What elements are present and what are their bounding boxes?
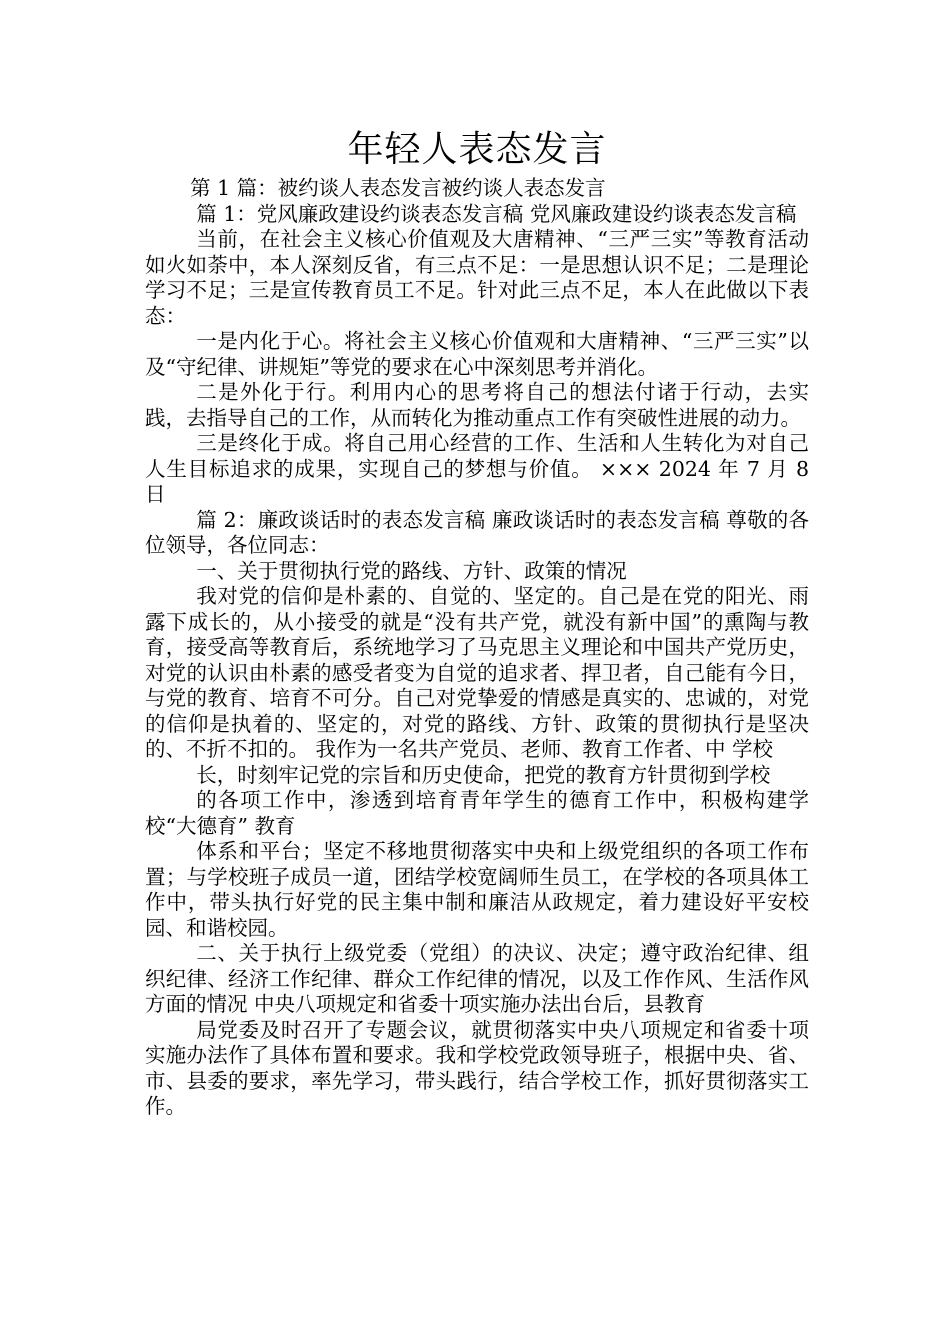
paragraph-10: 长，时刻牢记党的宗旨和历史使命，把党的教育方针贯彻到学校 bbox=[196, 762, 771, 787]
paragraph-8: 一、关于贯彻执行党的路线、方针、政策的情况 bbox=[196, 558, 627, 583]
paragraph-12: 体系和平台；坚定不移地贯彻落实中央和上级党组织的各项工作布置；与学校班子成员一道，团结学校宽阔师生员工，在学校的各项具体工作中，带头执行好党的民主集中制和廉洁从政规定，着力建设好平安校园、和谐校园。 bbox=[145, 839, 809, 940]
document-title: 年轻人表态发言 bbox=[347, 129, 607, 170]
paragraph-7: 篇 2：廉政谈话时的表态发言稿 廉政谈话时的表态发言稿 尊敬的各位领导，各位同志： bbox=[145, 507, 809, 557]
paragraph-4: 一是内化于心。将社会主义核心价值观和大唐精神、“三严三实”以及“守纪律、讲规矩”等党的要求在心中深刻思考并消化。 bbox=[145, 329, 809, 379]
paragraph-5: 二是外化于行。利用内心的思考将自己的想法付诸于行动，去实践，去指导自己的工作，从而转化为推动重点工作有突破性进展的动力。 bbox=[145, 380, 809, 430]
paragraph-1: 第 1 篇：被约谈人表态发言被约谈人表态发言 bbox=[190, 176, 606, 200]
paragraph-11: 的各项工作中，渗透到培育青年学生的德育工作中，积极构建学校“大德育” 教育 bbox=[145, 788, 809, 838]
paragraph-14: 局党委及时召开了专题会议，就贯彻落实中央八项规定和省委十项实施办法作了具体布置和要求。我和学校党政领导班子，根据中央、省、市、县委的要求，率先学习，带头践行，结合学校工作，抓好贯彻落实工作。 bbox=[145, 1017, 809, 1118]
paragraph-3: 当前，在社会主义核心价值观及大唐精神、“三严三实”等教育活动如火如荼中，本人深刻反省，有三点不足：一是思想认识不足；二是理论学习不足；三是宣传教育员工不足。针对此三点不足，本人在此做以下表态： bbox=[145, 227, 809, 328]
document-page bbox=[145, 128, 809, 1120]
paragraph-13: 二、关于执行上级党委（党组）的决议、决定；遵守政治纪律、组织纪律、经济工作纪律、群众工作纪律的情况，以及工作作风、生活作风方面的情况 中央八项规定和省委十项实施办法出台后，县教育 bbox=[145, 941, 809, 1016]
paragraph-2: 篇 1：党风廉政建设约谈表态发言稿 党风廉政建设约谈表态发言稿 bbox=[196, 201, 797, 226]
paragraph-6: 三是终化于成。将自己用心经营的工作、生活和人生转化为对自己人生目标追求的成果，实现自己的梦想与价值。 ××× 2024 年 7 月 8 日 bbox=[145, 431, 809, 506]
paragraph-9: 我对党的信仰是朴素的、自觉的、坚定的。自己是在党的阳光、雨露下成长的，从小接受的就是“没有共产党，就没有新中国”的熏陶与教育，接受高等教育后，系统地学习了马克思主义理论和中国共产党历史，对党的认识由朴素的感受者变为自觉的追求者、捍卫者，自己能有今日，与党的教育、培育不可分。自己对党挚爱的情感是真实的、忠诚的，对党的信仰是执着的、坚定的，对党的路线、方针、政策的贯彻执行是坚决的、不折不扣的。 我作为一名共产党员、老师、教育工作者、中 学校 bbox=[145, 584, 809, 761]
